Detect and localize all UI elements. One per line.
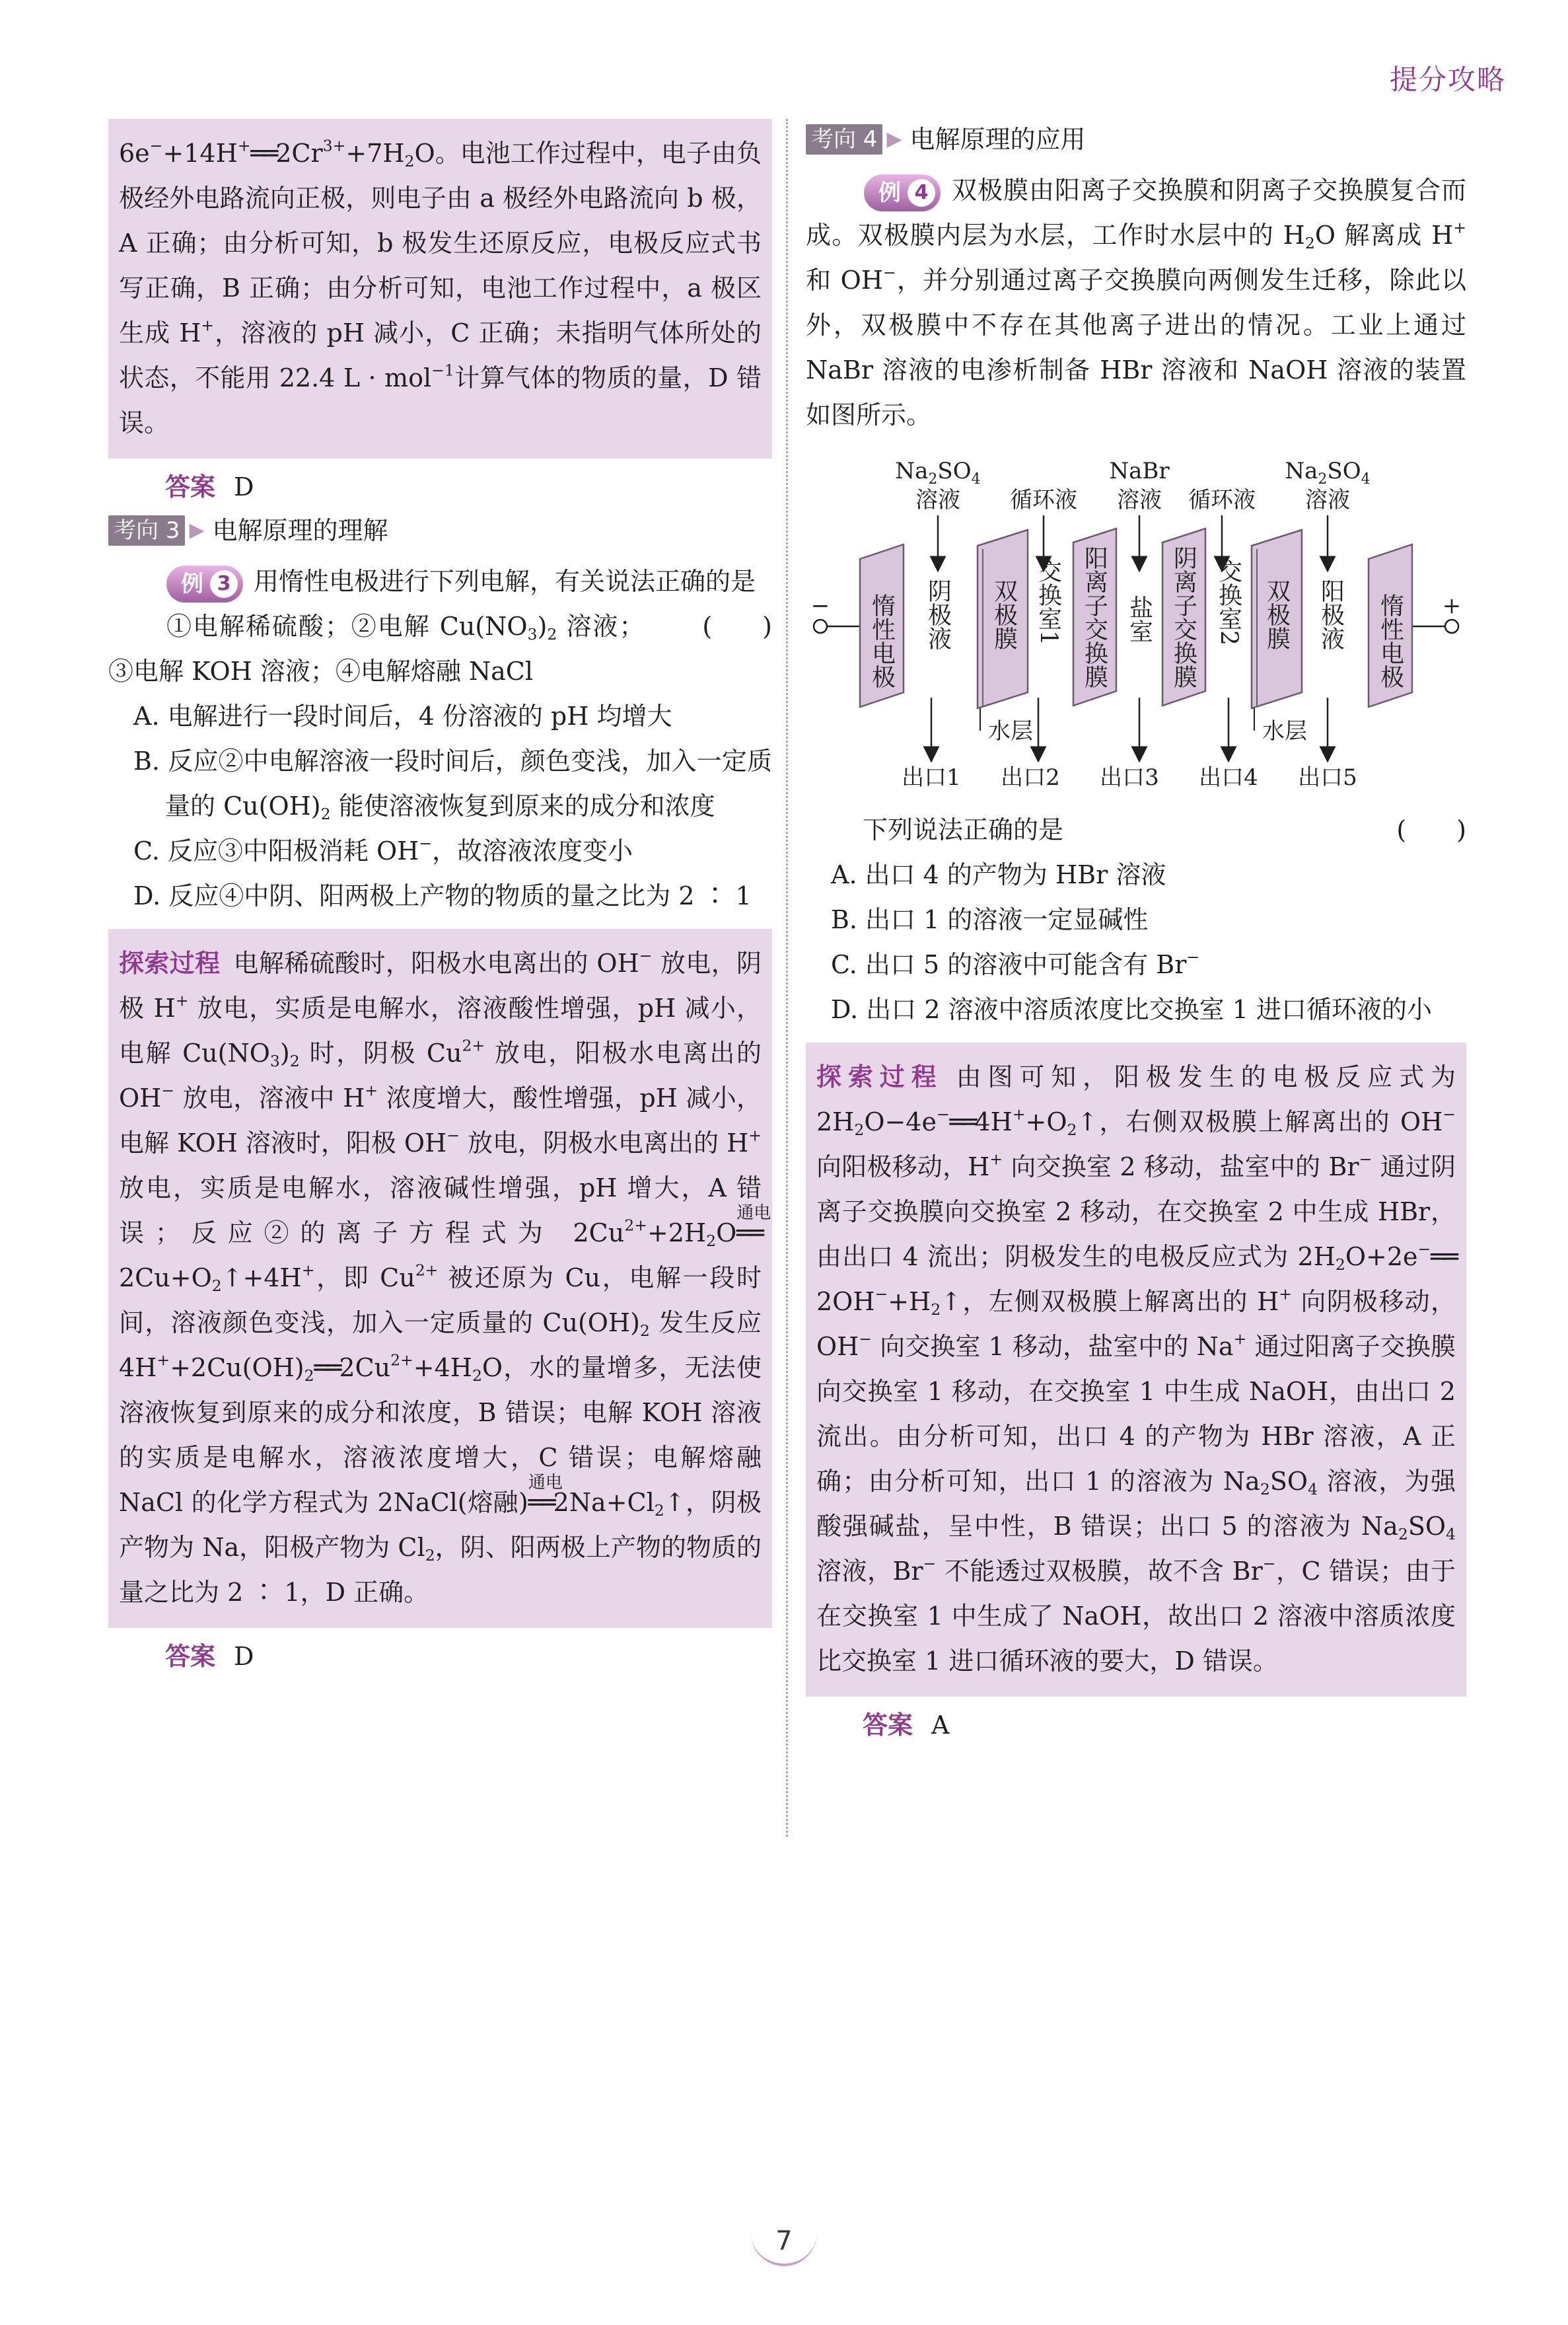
answer-value: D: [234, 1642, 254, 1671]
answer-value: D: [234, 472, 254, 501]
example-3-stem: 例 3 用惰性电极进行下列电解，有关说法正确的是 ( ): [108, 559, 772, 604]
positive-terminal-icon: [1445, 620, 1458, 633]
explore-3-label: 探索过程: [119, 949, 221, 978]
answer-blank: ( ): [702, 612, 772, 641]
example-3-option-a: A. 电解进行一段时间后，4 份溶液的 pH 均增大: [133, 702, 672, 731]
electrolysis-arrow: 通电 ══: [528, 1473, 563, 1517]
section-3-tag: 考向 3: [108, 515, 185, 546]
right-column: [806, 119, 1466, 1751]
example-4-question: [806, 807, 1466, 1032]
anode-solution-label: 阳极液: [1317, 579, 1345, 650]
explore-4-label: 探索过程: [816, 1062, 943, 1091]
left-column: [108, 119, 772, 1682]
electrolysis-arrow: 通电 ══: [736, 1203, 771, 1247]
header-title: 提分攻略: [1389, 63, 1506, 96]
right-electrode-vertical-label: 惰性电极: [1376, 593, 1404, 688]
example-4-badge: 例 4: [864, 174, 941, 211]
triangle-right-icon: ▶: [189, 519, 205, 542]
explore-3-text: 探索过程 电解稀硫酸时，阳极水电离出的 OH− 放电，阴极 H+ 放电，实质是电解水，溶液酸性增强，pH 减小，电解 $Cu(NO_3)_2$ 时，阴极 $Cu^{2+}$ 放电，阳极水电离出的 OH− 放电，溶液中 H+ 浓度增大，酸性增强，pH 减小，电解 KOH 溶液时，阳极 OH− 放电，阴极水电离出的 H+ 放电，实质是电解水，溶液碱性增强，pH 增大，A 错误；反应②的离子方程式为 $2Cu^{2+}+2H_2O$ 通电 $══2Cu+O_2↑+4H^+$，即 $Cu^{2+}$ 被还原为 Cu，电解一段时间，溶液颜色变浅，加入一定质量的 $Cu(OH)_2$ 发生反应 $4H^++2Cu(OH)_2══2Cu^{2+}+4H_2O$，水的量增多，无法使溶液恢复到原来的成分和浓度，B 错误；电解 KOH 溶液的实质是电解水，溶液浓度增大，C 错误；电解熔融 NaCl 的化学方程式为 2NaCl(熔融) 通电 $══2Na+Cl_2↑$，阴极产物为 Na，阳极产物为 $Cl_2$，阴、阳两极上产物的物质的量之比为 2 ∶ 1，D 正确。: [119, 946, 771, 1607]
answer-line-3: [863, 1702, 1466, 1748]
section-3-heading: [108, 513, 772, 548]
section-4-heading: [806, 122, 1466, 157]
section-3-title: 电解原理的理解: [212, 516, 388, 545]
example-3-option-b: B. 反应②中电解溶液一段时间后，颜色变浅，加入一定质量的 $Cu(OH)_2$ 能使溶液恢复到原来的成分和浓度: [133, 747, 772, 824]
example-3-items: ①电解稀硫酸；②电解 $Cu(NO_3)_2$ 溶液；③电解 KOH 溶液；④电解熔融 NaCl: [108, 612, 645, 686]
cathode-solution-label: 阴极液: [924, 579, 952, 650]
left-electrode-vertical-label: 惰性电极: [868, 593, 896, 688]
column-divider: [786, 119, 788, 1837]
explore-3: [108, 929, 772, 1628]
negative-terminal-label: −: [810, 593, 830, 619]
outlet-5-label: 出口5: [1298, 764, 1357, 791]
answer-label: 答案: [863, 1711, 913, 1740]
outlet-4-label: 出口4: [1199, 764, 1258, 791]
inlet-circulate-label: 循环液: [1010, 487, 1077, 513]
vertical-labels: [869, 546, 1404, 688]
explore-4: [806, 1043, 1466, 1697]
exchange-room-2-label: 交换室2: [1215, 559, 1242, 646]
example-4-option-d: D. 出口 2 溶液中溶质浓度比交换室 1 进口循环液的小: [831, 995, 1432, 1024]
inlet-na2so4-left-label: $Na_2SO_4$: [895, 458, 981, 488]
inlet-solution-label: 溶液: [915, 487, 960, 513]
answer-line-1: [165, 464, 772, 510]
explanation-continued-text: $6e^-+14H^+══2Cr^{3+}+7H_2O$。电池工作过程中，电子由负极经外电路流向正极，则电子由 a 极经外电路流向 b 极，A 正确；由分析可知，b 极发生还原反应，电极反应式书写正确，B 正确；由分析可知，电池工作过程中，a 极区生成 H+，溶液的 pH 减小，C 正确；未指明气体所处的状态，不能用 22.4 L · mol$^{-1}$计算气体的物质的量，D 错误。: [119, 136, 762, 437]
electrodialysis-diagram: [806, 447, 1466, 803]
inlet-circulate-label: 循环液: [1188, 487, 1256, 513]
anion-membrane-label: 阴离子交换膜: [1170, 546, 1197, 688]
section-4-title: 电解原理的应用: [909, 125, 1086, 154]
triangle-right-icon: ▶: [886, 128, 902, 151]
right-water-layer-label: 水层: [1262, 718, 1307, 745]
outlet-2-label: 出口2: [1001, 764, 1060, 791]
outlet-3-label: 出口3: [1100, 764, 1159, 791]
explanation-continued: [108, 119, 772, 459]
example-4-prompt: 下列说法正确的是 ( ): [806, 807, 1466, 852]
left-water-layer-label: 水层: [988, 718, 1033, 745]
positive-terminal-label: +: [1442, 593, 1462, 619]
answer-label: 答案: [165, 472, 216, 501]
example-3-badge: 例 3: [166, 566, 243, 603]
answer-blank: ( ): [1396, 815, 1466, 844]
example-4: [806, 168, 1466, 437]
section-4-tag: 考向 4: [806, 124, 882, 155]
example-4-option-c: C. 出口 5 的溶液中可能含有 Br−: [831, 947, 1200, 979]
explore-4-text: 探索过程 由图可知，阳极发生的电极反应式为 $2H_2O-4e^-══4H^++O_2↑$，右侧双极膜上解离出的 OH− 向阳极移动，H+ 向交换室 2 移动，盐室中的 Br− 通过阴离子交换膜向交换室 2 移动，在交换室 2 中生成 HBr，由出口 4 流出；阴极发生的电极反应式为 $2H_2O+2e^-══2OH^-+H_2↑$，左侧双极膜上解离出的 H+ 向阴极移动，OH− 向交换室 1 移动，盐室中的 Na+ 通过阳离子交换膜向交换室 1 移动，在交换室 1 中生成 NaOH，由出口 2 流出。由分析可知，出口 4 的产物为 HBr 溶液，A 正确；由分析可知，出口 1 的溶液为 $Na_2SO_4$ 溶液，为强酸强碱盐，呈中性，B 错误；出口 5 的溶液为 $Na_2SO_4$ 溶液，Br− 不能透过双极膜，故不含 Br−，C 错误；由于在交换室 1 中生成了 NaOH，故出口 2 溶液中溶质浓度比交换室 1 进口循环液的要大，D 错误。: [816, 1062, 1456, 1676]
page-number: 7: [751, 2221, 817, 2266]
exchange-room-1-label: 交换室1: [1034, 559, 1062, 646]
inlet-solution-label: 溶液: [1117, 487, 1162, 513]
answer-line-2: [165, 1633, 772, 1679]
cation-membrane-label: 阳离子交换膜: [1081, 546, 1108, 688]
right-bipolar-label: 双极膜: [1263, 579, 1291, 650]
example-4-option-a: A. 出口 4 的产物为 HBr 溶液: [831, 860, 1166, 889]
negative-terminal-icon: [814, 620, 827, 633]
salt-room-label: 盐室: [1125, 595, 1153, 643]
answer-label: 答案: [165, 1642, 216, 1671]
inlet-na2so4-right-label: $Na_2SO_4$: [1285, 458, 1371, 488]
example-4-stem: 例 4 双极膜由阳离子交换膜和阴离子交换膜复合而成。双极膜内层为水层，工作时水层中的 $H_2O$ 解离成 H+ 和 OH−，并分别通过离子交换膜向两侧发生迁移，除此以外，双极膜中不存在其他离子进出的情况。工业上通过 NaBr 溶液的电渗析制备 HBr 溶液和 NaOH 溶液的装置如图所示。: [806, 168, 1466, 437]
example-3-option-c: C. 反应③中阳极消耗 OH−，故溶液浓度变小: [133, 834, 633, 866]
inlet-solution-label: 溶液: [1305, 487, 1350, 513]
inlet-nabr-label: NaBr: [1109, 458, 1170, 484]
example-3-option-d: D. 反应④中阴、阳两极上产物的物质的量之比为 2 ∶ 1: [133, 881, 752, 910]
outlet-1-label: 出口1: [902, 764, 961, 791]
answer-value: A: [931, 1711, 950, 1740]
example-3: [108, 559, 772, 918]
left-bipolar-label: 双极膜: [990, 579, 1018, 650]
example-4-option-b: B. 出口 1 的溶液一定显碱性: [831, 905, 1149, 934]
